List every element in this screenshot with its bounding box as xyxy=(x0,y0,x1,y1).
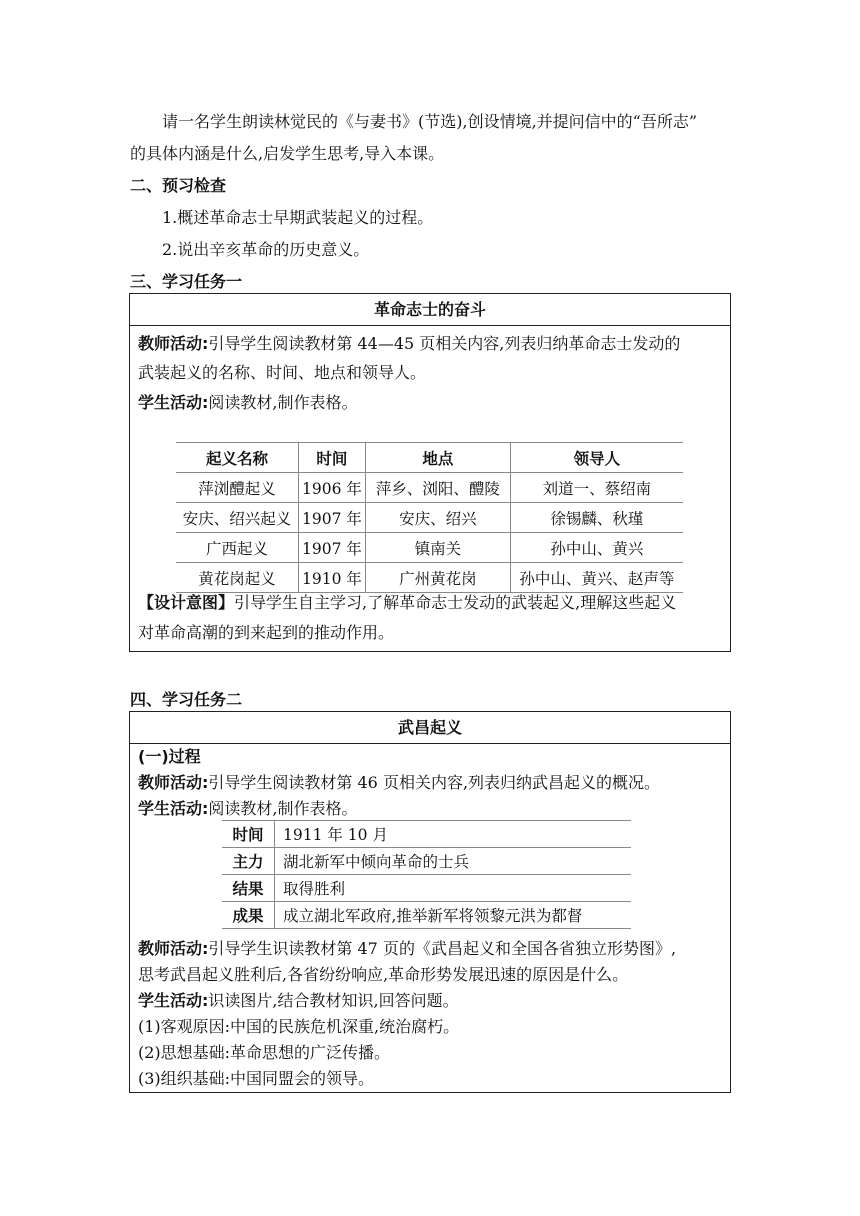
reason-point-2: (2)思想基础:革命思想的广泛传播。 xyxy=(138,1043,391,1062)
wuchang-table xyxy=(222,820,631,929)
table-key: 成果 xyxy=(222,902,275,929)
table-row xyxy=(222,848,631,875)
table-row xyxy=(176,503,683,533)
preview-item-1: 1.概述革命志士早期武装起义的过程。 xyxy=(162,208,434,227)
teacher-activity-label: 教师活动: xyxy=(138,773,209,792)
student-activity-text: 识读图片,结合教材知识,回答问题。 xyxy=(208,991,459,1010)
task2-teacher2-line2: 思考武昌起义胜利后,各省纷纷响应,革命形势发展迅速的原因是什么。 xyxy=(138,965,629,984)
table-header-row xyxy=(176,443,683,473)
table-row xyxy=(176,533,683,563)
section-heading-task2: 四、学习任务二 xyxy=(130,690,243,709)
table-value: 取得胜利 xyxy=(283,880,346,898)
table-cell: 安庆、绍兴 xyxy=(365,503,510,533)
task1-student-line xyxy=(138,391,724,415)
table-value: 湖北新军中倾向革命的士兵 xyxy=(283,853,470,871)
teacher-activity-label: 教师活动: xyxy=(138,334,209,353)
table-cell: 广州黄花岗 xyxy=(365,563,510,593)
task2-teacher2-line1 xyxy=(138,937,724,961)
table-cell: 刘道一、蔡绍南 xyxy=(510,473,683,503)
table-cell: 孙中山、黄兴 xyxy=(510,533,683,563)
task1-teacher-line2: 武装起义的名称、时间、地点和领导人。 xyxy=(138,363,427,382)
table-cell: 孙中山、黄兴、赵声等 xyxy=(510,563,683,593)
intro-line-1: 请一名学生朗读林觉民的《与妻书》(节选),创设情境,并提问信中的“吾所志” xyxy=(162,112,698,131)
table-cell: 萍浏醴起义 xyxy=(198,479,276,498)
table-cell: 黄花岗起义 xyxy=(198,569,276,588)
teacher-activity-text: 引导学生识读教材第 47 页的《武昌起义和全国各省独立形势图》, xyxy=(208,939,677,958)
student-activity-text: 阅读教材,制作表格。 xyxy=(208,799,358,818)
teacher-activity-text: 引导学生阅读教材第 46 页相关内容,列表归纳武昌起义的概况。 xyxy=(208,773,661,792)
table-row xyxy=(222,821,631,848)
task1-box xyxy=(129,293,731,652)
table-row xyxy=(222,875,631,902)
table-row xyxy=(222,902,631,929)
table-cell: 1907 年 xyxy=(299,503,366,533)
design-intent-text: 引导学生自主学习,了解革命志士发动的武装起义,理解这些起义 xyxy=(234,593,677,612)
table-cell: 广西起义 xyxy=(205,539,268,558)
section-heading-task1: 三、学习任务一 xyxy=(130,272,243,291)
table-cell: 徐锡麟、秋瑾 xyxy=(510,503,683,533)
table-cell: 镇南关 xyxy=(365,533,510,563)
table-header: 领导人 xyxy=(510,443,683,473)
table-header: 起义名称 xyxy=(205,449,268,468)
table-key: 结果 xyxy=(222,875,275,902)
teacher-activity-label: 教师活动: xyxy=(138,939,209,958)
reason-point-1: (1)客观原因:中国的民族危机深重,统治腐朽。 xyxy=(138,1017,460,1036)
table-cell: 1910 年 xyxy=(299,563,366,593)
table-cell: 1907 年 xyxy=(299,533,366,563)
table-row xyxy=(176,563,683,593)
design-intent-line1 xyxy=(138,591,724,615)
task2-student1-line xyxy=(138,797,724,821)
task1-teacher-line1 xyxy=(138,332,724,356)
student-activity-label: 学生活动: xyxy=(138,991,209,1010)
table-row xyxy=(176,473,683,503)
task1-box-title: 革命志士的奋斗 xyxy=(130,294,730,326)
table-key: 时间 xyxy=(222,821,275,848)
table-cell: 1906 年 xyxy=(299,473,366,503)
task2-student2-line xyxy=(138,989,724,1013)
process-subheading: (一)过程 xyxy=(138,747,201,766)
reason-point-3: (3)组织基础:中国同盟会的领导。 xyxy=(138,1069,375,1088)
student-activity-text: 阅读教材,制作表格。 xyxy=(208,393,358,412)
design-intent-label: 【设计意图】 xyxy=(138,593,235,612)
table-header: 时间 xyxy=(299,443,366,473)
uprisings-table xyxy=(176,442,683,593)
teacher-activity-text: 引导学生阅读教材第 44—45 页相关内容,列表归纳革命志士发动的 xyxy=(208,334,681,353)
design-intent-line2: 对革命高潮的到来起到的推动作用。 xyxy=(138,623,395,642)
task2-box xyxy=(129,711,731,1093)
student-activity-label: 学生活动: xyxy=(138,799,209,818)
intro-line-2: 的具体内涵是什么,启发学生思考,导入本课。 xyxy=(130,144,445,163)
student-activity-label: 学生活动: xyxy=(138,393,209,412)
table-cell: 萍乡、浏阳、醴陵 xyxy=(365,473,510,503)
task2-box-title: 武昌起义 xyxy=(130,712,730,744)
task2-teacher1-line xyxy=(138,771,724,795)
table-header: 地点 xyxy=(365,443,510,473)
table-key: 主力 xyxy=(222,848,275,875)
table-cell: 安庆、绍兴起义 xyxy=(182,509,292,528)
preview-item-2: 2.说出辛亥革命的历史意义。 xyxy=(162,240,370,259)
section-heading-preview: 二、预习检查 xyxy=(130,176,227,195)
table-value: 1911 年 10 月 xyxy=(283,826,388,844)
table-value: 成立湖北军政府,推举新军将领黎元洪为都督 xyxy=(283,907,583,925)
